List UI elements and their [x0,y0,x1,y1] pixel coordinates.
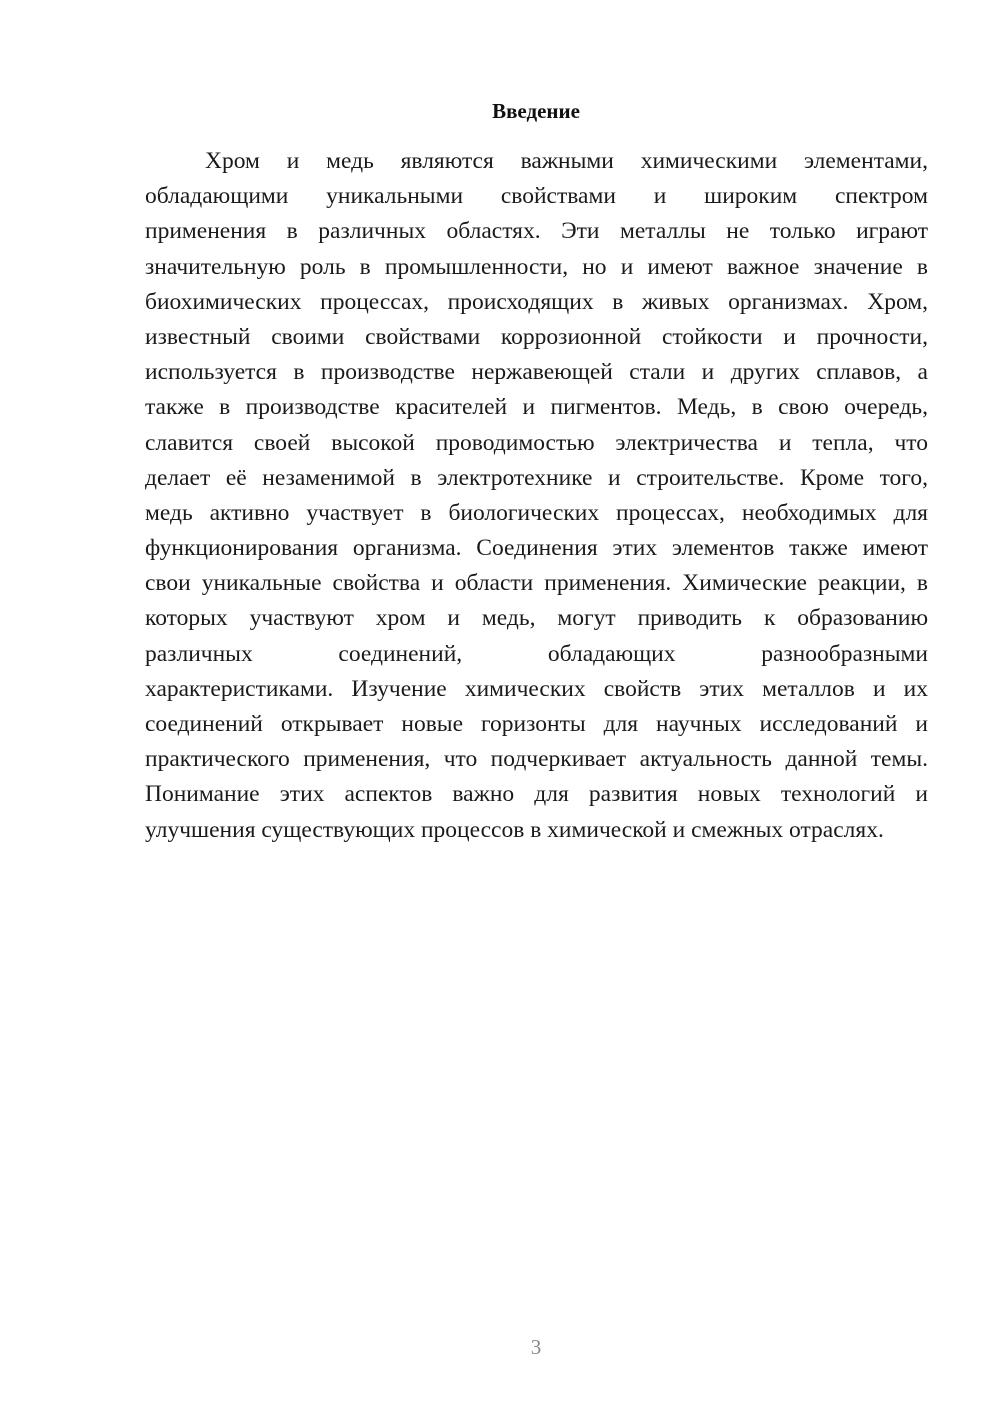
paragraph-line: значительную роль в промышленности, но и имеют важное значение в [145,253,928,280]
page-number: 3 [530,1335,542,1359]
paragraph-line: улучшения существующих процессов в химической и смежных отраслях. [145,816,884,843]
section-heading: Введение [492,99,580,123]
paragraph-line: различных соединений, обладающих разнообразными [145,640,928,667]
body-paragraph [145,144,928,848]
paragraph-line: обладающими уникальными свойствами и широким спектром [145,183,928,210]
paragraph-line: биохимических процессах, происходящих в живых организмах. Хром, [145,288,928,315]
paragraph-line: медь активно участвует в биологических процессах, необходимых для [145,499,928,526]
paragraph-line: применения в различных областях. Эти металлы не только играют [145,218,928,245]
paragraph-line: делает её незаменимой в электротехнике и строительстве. Кроме того, [145,464,928,491]
paragraph-line: также в производстве красителей и пигментов. Медь, в свою очередь, [145,394,928,421]
paragraph-line: славится своей высокой проводимостью электричества и тепла, что [145,429,928,456]
paragraph-line: известный своими свойствами коррозионной стойкости и прочности, [145,323,928,350]
paragraph-line: Хром и медь являются важными химическими элементами, [205,148,928,174]
paragraph-line: функционирования организма. Соединения этих элементов также имеют [145,535,928,562]
paragraph-line: которых участвуют хром и медь, могут приводить к образованию [145,605,928,632]
paragraph-line: практического применения, что подчеркивает актуальность данной темы. [145,746,928,773]
paragraph-line: используется в производстве нержавеющей стали и других сплавов, а [145,359,928,386]
paragraph-line: соединений открывает новые горизонты для научных исследований и [145,711,928,737]
paragraph-line: характеристиками. Изучение химических свойств этих металлов и их [145,675,928,702]
paragraph-line: свои уникальные свойства и области применения. Химические реакции, в [145,570,928,597]
paragraph-line: Понимание этих аспектов важно для развития новых технологий и [145,781,928,808]
